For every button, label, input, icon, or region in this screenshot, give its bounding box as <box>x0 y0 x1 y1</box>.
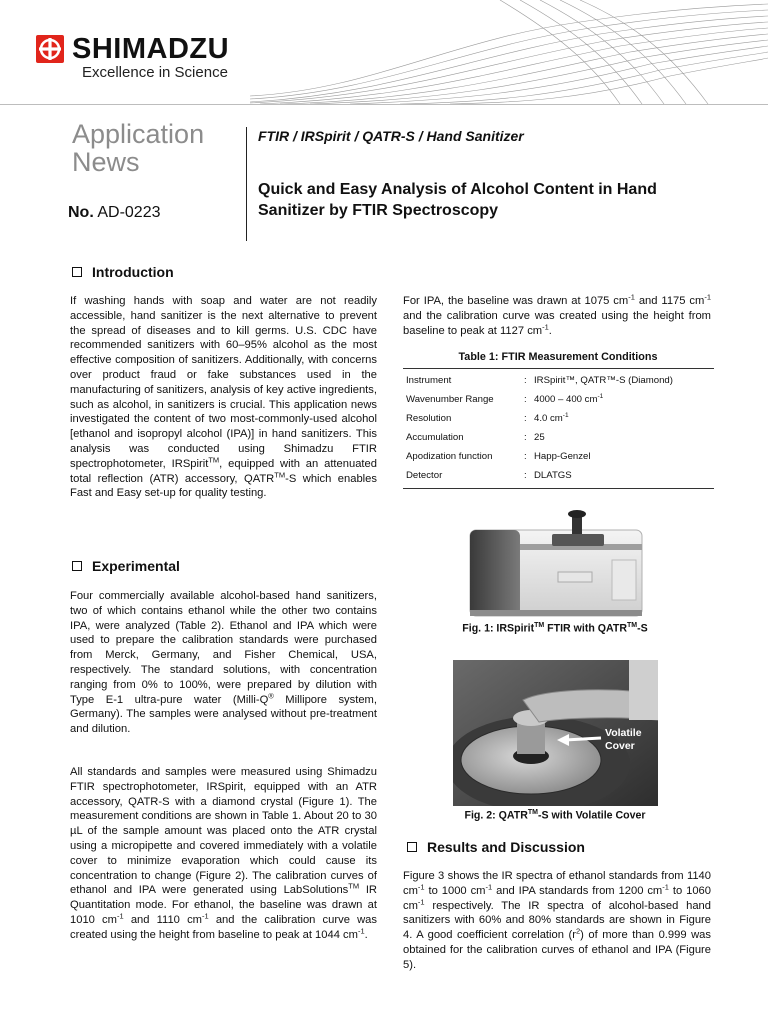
table-row-value: Happ-Genzel <box>534 451 591 462</box>
document-number-label: No. <box>68 204 94 221</box>
table-row-value: 25 <box>534 432 545 443</box>
section-heading-experimental <box>72 558 180 574</box>
table-row-label: Resolution <box>406 413 452 424</box>
table-colon: : <box>524 375 527 386</box>
section-heading-text: Experimental <box>92 558 180 574</box>
header-divider <box>0 104 768 105</box>
title-line-1: Quick and Easy Analysis of Alcohol Content in Hand <box>258 181 657 198</box>
measurement-conditions-table <box>403 368 714 489</box>
document-number <box>68 204 161 222</box>
table-colon: : <box>524 394 527 405</box>
volatile-cover-label: Volatile Cover <box>605 727 642 752</box>
header-wave-decoration <box>250 0 768 110</box>
table-row-label: Accumulation <box>406 432 464 443</box>
table-row <box>403 390 714 409</box>
volatile-cover-photo <box>453 660 658 806</box>
ipa-paragraph: For IPA, the baseline was drawn at 1075 $cm^{-1}$ and 1175 $cm^{-1}$ and the calibration curve was created using the height from baseline to peak at 1127 $cm^{-1}$. <box>403 292 711 337</box>
table-colon: : <box>524 470 527 481</box>
table-row-value: IRSpirit™, QATR™-S (Diamond) <box>534 375 673 386</box>
checkbox-bullet-icon <box>72 267 82 277</box>
section-heading-text: Introduction <box>92 264 174 280</box>
results-paragraph: Figure 3 shows the IR spectra of ethanol standards from 1140 $cm^{-1}$ to 1000 $cm^{-1}$ and IPA standards from 1200 $cm^{-1}$ to 1060 $cm^{-1}$ respectively. The IR spectra of alcohol-based hand sanitizers with 60% and 80% standards are shown in Figure 4. A good coefficient correlation $(r^2)$ of more than 0.999 was obtained for the calibration curves of ethanol and IPA (Figure 5). <box>403 870 711 971</box>
table-colon: : <box>524 413 527 424</box>
section-heading-text: Results and Discussion <box>427 839 585 855</box>
table-row <box>403 371 714 390</box>
table-row-label: Instrument <box>406 375 452 386</box>
table-row-value: 4000 – 400 $cm^{-1}$ <box>534 393 604 406</box>
table-row-label: Apodization function <box>406 451 493 462</box>
section-heading-introduction <box>72 264 174 280</box>
ftir-instrument-image <box>462 510 652 620</box>
series-line-2: News <box>72 147 140 177</box>
keywords: FTIR / IRSpirit / QATR-S / Hand Sanitizer <box>258 128 524 144</box>
shimadzu-emblem-icon <box>36 35 64 63</box>
title-line-2: Sanitizer by FTIR Spectroscopy <box>258 202 499 219</box>
experimental-paragraph-2: All standards and samples were measured using Shimadzu FTIR spectrophotometer, IRSpirit, equipped with an ATR accessory, QATR-S with a diamond crystal (Figure 1). The measurement conditions are shown in Table 1. About 20 to 30 µL of the sample amount was placed onto the ATR crystal using a micropipette and covered immediately with a volatile cover to minimize evaporation which could cause its concentration to change (Figure 2). The calibration curves of ethanol and IPA were generated using LabSolutions™ IR Quantitation mode. For ethanol, the baseline was drawn at 1010 $cm^{-1}$ and 1110 $cm^{-1}$ and the calibration curve was created using the height from baseline to peak at 1044 $cm^{-1}$. <box>70 766 378 941</box>
masthead-divider <box>246 127 247 241</box>
table-row <box>403 466 714 485</box>
checkbox-bullet-icon <box>72 561 82 571</box>
figure-1-caption: Fig. 1: IRSpirit™ FTIR with QATR™-S <box>462 622 648 635</box>
table-caption: Table 1: FTIR Measurement Conditions <box>458 351 658 363</box>
table-row-value: DLATGS <box>534 470 572 481</box>
table-row-value: 4.0 $cm^{-1}$ <box>534 412 569 425</box>
checkbox-bullet-icon <box>407 842 417 852</box>
table-colon: : <box>524 432 527 443</box>
intro-paragraph: If washing hands with soap and water are not readily accessible, hand sanitizer is the next alternative to prevent the spread of diseases and to kill germs. U.S. CDC have recommended sanitizers with 60–95% alcohol as the most effective composition of sanitizers. Additionally, with concerns over product fraud or fake substances used in the manufacturing of sanitizers, analysis of key active ingredients, such as alcohol, in sanitizers is crucial. This application news investigated the content of two most-commonly-used alcohol [ethanol and isopropyl alcohol (IPA)] in hand sanitizers. This analysis was conducted using Shimadzu FTIR spectrophotometer, IRSpirit™, equipped with an attenuated total reflection (ATR) accessory, QATR™-S which enables Fast and Easy set-up for quality testing. <box>70 295 377 500</box>
brand-name: SHIMADZU <box>72 33 230 65</box>
table-colon: : <box>524 451 527 462</box>
table-row-label: Wavenumber Range <box>406 394 494 405</box>
table-row <box>403 428 714 447</box>
table-row <box>403 447 714 466</box>
series-line-1: Application <box>72 119 205 149</box>
document-title <box>258 179 728 221</box>
experimental-paragraph-1: Four commercially available alcohol-based hand sanitizers, two of which contains ethanol while the other two contains IPA, were analyzed (Table 2). Ethanol and IPA which were used to prepare the calibration standards were purchased from Merck, Germany, and Fisher Chemical, USA, respectively. The standard solutions, with concentration ranging from 0% to 100%, were prepared by dilution with Type E-1 ultra-pure water (Milli-Q® Millipore system, Germany). The samples were analysed without pre-treatment and dilution. <box>70 590 377 736</box>
figure-2-caption: Fig. 2: QATR™-S with Volatile Cover <box>464 809 646 822</box>
document-number-value: AD-0223 <box>97 204 161 221</box>
series-name <box>72 120 204 176</box>
brand-tagline: Excellence in Science <box>82 64 228 81</box>
shimadzu-logo <box>36 33 266 83</box>
table-row-label: Detector <box>406 470 443 481</box>
section-heading-results <box>407 839 585 855</box>
table-row <box>403 409 714 428</box>
